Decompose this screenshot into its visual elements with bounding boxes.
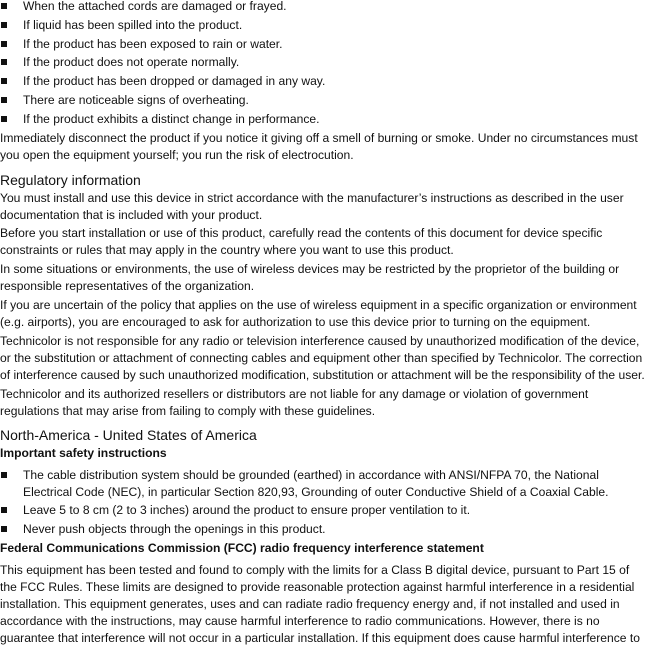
bullet-square-icon bbox=[1, 78, 7, 84]
regulatory-paragraph: In some situations or environments, the use of wireless devices may be restricted by the proprietor of the building or responsible representatives of the organization. bbox=[0, 262, 620, 294]
regulatory-heading: Regulatory information bbox=[0, 171, 141, 188]
list-item: If liquid has been spilled into the product. bbox=[0, 17, 646, 34]
bullet-square-icon bbox=[1, 59, 7, 65]
list-item: If the product exhibits a distinct change in performance. bbox=[0, 111, 646, 128]
regulatory-paragraph: Before you start installation or use of this product, carefully read the contents of this document for device specific constraints or rules that may apply in the country where you want to use this product. bbox=[0, 226, 603, 258]
bullet-square-icon bbox=[1, 3, 7, 9]
bullet-square-icon bbox=[1, 507, 7, 513]
na-safety-bullet-list bbox=[0, 467, 646, 539]
bullet-square-icon bbox=[1, 97, 7, 103]
north-america-heading: North-America - United States of America bbox=[0, 426, 257, 443]
list-item: The cable distribution system should be grounded (earthed) in accordance with ANSI/NFPA 70, the National Electrical Code (NEC), in particular Section 820,93, Grounding of outer Conductive Shield of a Coaxial Cable. bbox=[0, 467, 646, 501]
safety-bullet-list bbox=[0, 0, 646, 128]
bullet-square-icon bbox=[1, 472, 7, 478]
fcc-heading: Federal Communications Commission (FCC) radio frequency interference statement bbox=[0, 540, 484, 555]
bullet-square-icon bbox=[1, 22, 7, 28]
disconnect-paragraph: Immediately disconnect the product if you notice it giving off a smell of burning or smoke. Under no circumstances must you open the equipment yourself; you run the risk of electrocution. bbox=[0, 130, 638, 162]
regulatory-paragraph: Technicolor and its authorized resellers or distributors are not liable for any damage or violation of government regulations that may arise from failing to comply with these guidelines. bbox=[0, 386, 589, 418]
list-item: If the product does not operate normally. bbox=[0, 54, 646, 71]
list-item: If the product has been exposed to rain or water. bbox=[0, 36, 646, 53]
bullet-square-icon bbox=[1, 526, 7, 532]
regulatory-paragraph: You must install and use this device in strict accordance with the manufacturer’s instructions as described in the user documentation that is included with your product. bbox=[0, 190, 624, 222]
regulatory-paragraph: If you are uncertain of the policy that applies on the use of wireless equipment in a specific organization or environment (e.g. airports), you are encouraged to ask for authorization to use this device prior to turning on the equipment. bbox=[0, 297, 637, 329]
list-item: Never push objects through the openings in this product. bbox=[0, 521, 646, 538]
bullet-square-icon bbox=[1, 116, 7, 122]
list-item: When the attached cords are damaged or frayed. bbox=[0, 0, 646, 15]
list-item: There are noticeable signs of overheating. bbox=[0, 92, 646, 109]
regulatory-paragraph: Technicolor is not responsible for any radio or television interference caused by unauthorized modification of the device, or the substitution or attachment of connecting cables and equipment other than specified by Technicolor. The correction of interference caused by such unauthorized modification, substitution or attachment will be the responsibility of the user. bbox=[0, 333, 645, 382]
bullet-square-icon bbox=[1, 41, 7, 47]
list-item: If the product has been dropped or damaged in any way. bbox=[0, 73, 646, 90]
list-item: Leave 5 to 8 cm (2 to 3 inches) around the product to ensure proper ventilation to it. bbox=[0, 502, 646, 519]
safety-instructions-heading: Important safety instructions bbox=[0, 445, 167, 460]
fcc-paragraph: This equipment has been tested and found to comply with the limits for a Class B digital device, pursuant to Part 15 of the FCC Rules. These limits are designed to provide reasonable protection against harmful interference in a residential installation. This equipment generates, uses and can radiate radio frequency energy and, if not installed and used in accordance with the instructions, may cause harmful interference to radio communications. However, there is no guarantee that interference will not occur in a particular installation. If this equipment does cause harmful interference to bbox=[0, 562, 640, 645]
